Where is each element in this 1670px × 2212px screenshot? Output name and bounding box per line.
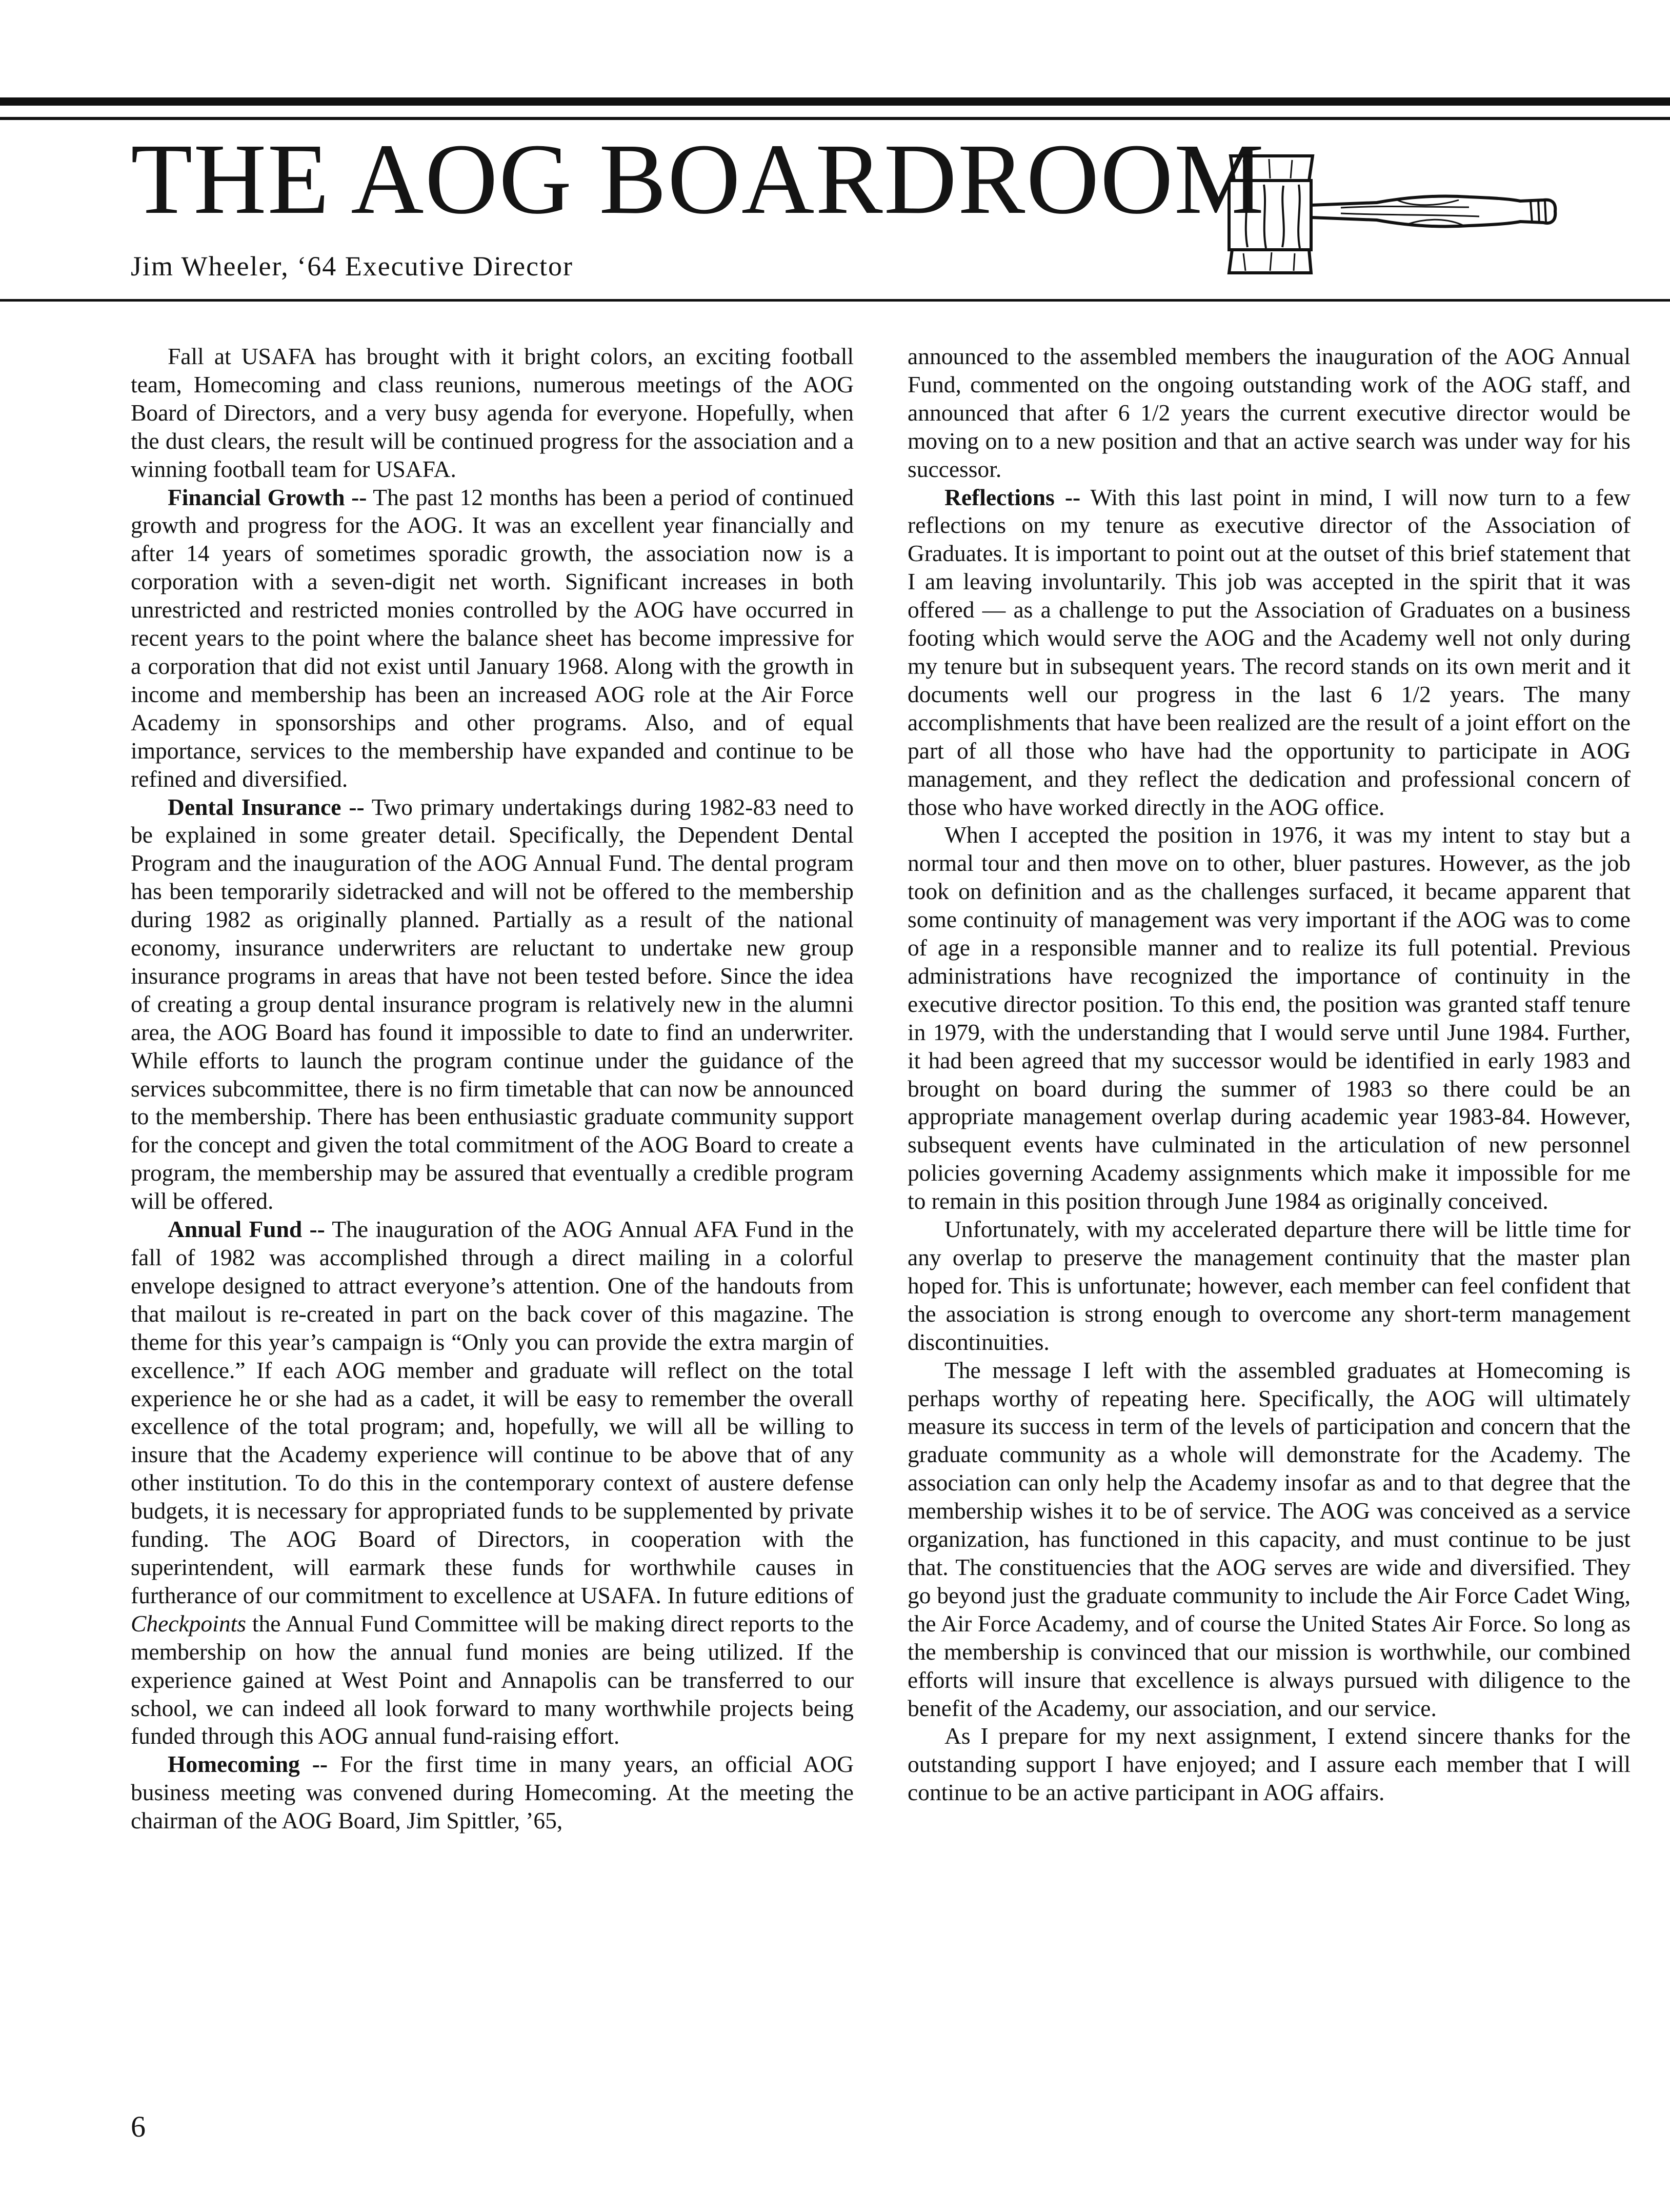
header-rule-thin [0,117,1670,120]
reflections-heading: Reflections -- [944,484,1081,510]
page-title: THE AOG BOARDROOM [131,123,1265,235]
message-text: The message I left with the assembled graduates at Homecoming is perhaps worthy of repeating here. Specifically, the AOG will ultimately measure its success in term of the levels of participation and concern that the graduate community as a whole will demonstrate for the Academy. The association can only help the Academy insofar as and to that degree that the membership wishes it to be of service. The AOG was conceived as a service organization, has functioned in this capacity, and must continue to be just that. The constituencies that the AOG serves are wide and diversified. They go beyond just the graduate community to include the Air Force Cadet Wing, the Air Force Academy, and of course the United States Air Force. So long as the membership is convinced that our mission is worthwhile, our combined efforts will insure that excellence is always pursued with diligence to the benefit of the Academy, our association, and our service. [908,1357,1631,1721]
header-rule-thick [0,97,1670,106]
page-number: 6 [131,2110,146,2143]
byline: Jim Wheeler, ‘64 Executive Director [131,251,574,282]
fund-text-2: the Annual Fund Committee will be making direct reports to the membership on how the annual fund monies are being utilized. If the experience gained at West Point and Annapolis can be transferred to our school, we can indeed all look forward to many worthwhile projects being funded through this AOG annual fund-raising effort. [131,1610,854,1749]
reflections-paragraph [908,484,1631,822]
dental-text: Two primary undertakings during 1982-83 need to be explained in some greater detail. Specifically, the Dependent Dental Program and the inauguration of the AOG Annual Fund. The dental program has been temporarily sidetracked and will not be offered to the membership during 1982 as originally planned. Partially as a result of the national economy, insurance underwriters are reluctant to undertake new group insurance programs in areas that have not been tested before. Since the idea of creating a group dental insurance program is relatively new in the alumni area, the AOG Board has found it impossible to date to find an underwriter. While efforts to launch the program continue under the guidance of the services subcommittee, there is no firm timetable that can now be announced to the membership. There has been enthusiastic graduate community support for the concept and given the total commitment of the AOG Board to create a program, the membership may be assured that eventually a credible program will be offered. [131,793,854,1214]
intro-text: Fall at USAFA has brought with it bright colors, an exciting football team, Homecoming and class reunions, numerous meetings of the AOG Board of Directors, and a very busy agenda for everyone. Hopefully, when the dust clears, the result will be continued progress for the association and a winning football team for USAFA. [131,343,854,482]
intro-paragraph [131,343,854,484]
closing-text: As I prepare for my next assignment, I extend sincere thanks for the outstanding support I have enjoyed; and I assure each member that I will continue to be an active participant in AOG affairs. [908,1723,1631,1806]
homecoming-text: For the first time in many years, an official AOG business meeting was convened during Homecoming. At the meeting the chairman of the AOG Board, Jim Spittler, ’65, [131,1751,854,1834]
dental-paragraph [131,793,854,1216]
gavel-icon [1223,150,1582,275]
article-column-left [131,343,854,1835]
financial-heading: Financial Growth -- [168,484,367,510]
article-column-right [908,343,1631,1807]
fund-paragraph [131,1215,854,1750]
homecoming-paragraph [131,1750,854,1835]
message-paragraph [908,1357,1631,1723]
tenure-text: When I accepted the position in 1976, it was my intent to stay but a normal tour and then move on to other, bluer pastures. However, as the job took on definition and as the challenges surfaced, it became apparent that some continuity of management was very important if the AOG was to come of age in a responsible manner and to realize its full potential. Previous administrations have recognized the importance of continuity in the executive director position. To this end, the position was granted staff tenure in 1979, with the understanding that I would serve until June 1984. Further, it had been agreed that my successor would be identified in early 1983 and brought on board during the summer of 1983 so there could be an appropriate management overlap during academic year 1983-84. However, subsequent events have culminated in the articulation of new personnel policies governing Academy assignments which make it impossible for me to remain in this position through June 1984 as originally conceived. [908,822,1631,1214]
magazine-title: Checkpoints [131,1610,246,1637]
departure-paragraph [908,1215,1631,1357]
header-rule-bottom [0,299,1670,302]
financial-text: The past 12 months has been a period of continued growth and progress for the AOG. It was an excellent year financially and after 14 years of sometimes sporadic growth, the association now is a corporation with a seven-digit net worth. Significant increases in both unrestricted and restricted monies controlled by the AOG have occurred in recent years to the point where the balance sheet has become impressive for a corporation that did not exist until January 1968. Along with the growth in income and membership has been an increased AOG role at the Air Force Academy in sponsorships and other programs. Also, and of equal importance, services to the membership have expanded and continue to be refined and diversified. [131,484,854,792]
departure-text: Unfortunately, with my accelerated departure there will be little time for any overlap to preserve the management continuity that the master plan hoped for. This is unfortunate; however, each member can feel confident that the association is strong enough to overcome any short-term management discontinuities. [908,1216,1631,1355]
homecoming-continued-text: announced to the assembled members the inauguration of the AOG Annual Fund, commented on the ongoing outstanding work of the AOG staff, and announced that after 6 1/2 years the current executive director would be moving on to a new position and that an active search was under way for his successor. [908,343,1631,482]
reflections-text: With this last point in mind, I will now turn to a few reflections on my tenure as executive director of the Association of Graduates. It is important to point out at the outset of this brief statement that I am leaving involuntarily. This job was accepted in the spirit that it was offered — as a challenge to put the Association of Graduates on a business footing which would serve the AOG and the Academy well not only during my tenure but in subsequent years. The record stands on its own merit and it documents well our progress in the last 6 1/2 years. The many accomplishments that have been realized are the result of a joint effort on the part of all those who have had the opportunity to participate in AOG management, and they reflect the dedication and professional concern of those who have worked directly in the AOG office. [908,484,1631,820]
financial-paragraph [131,484,854,793]
dental-heading: Dental Insurance -- [168,793,365,820]
tenure-paragraph [908,821,1631,1215]
homecoming-continued-paragraph [908,343,1631,484]
fund-heading: Annual Fund -- [168,1216,325,1243]
homecoming-heading: Homecoming -- [168,1751,328,1778]
fund-text-1: The inauguration of the AOG Annual AFA Fund in the fall of 1982 was accomplished through a direct mailing in a colorful envelope designed to attract everyone’s attention. One of the handouts from that mailout is re-created in part on the back cover of this magazine. The theme for this year’s campaign is “Only you can provide the extra margin of excellence.” If each AOG member and graduate will reflect on the total experience he or she had as a cadet, it will be easy to remember the overall excellence of the total program; and, hopefully, we will all be willing to insure that the Academy experience will continue to be above that of any other institution. To do this in the contemporary context of austere defense budgets, it is necessary for appropriated funds to be supplemented by private funding. The AOG Board of Directors, in cooperation with the superintendent, will earmark these funds for worthwhile causes in furtherance of our commitment to excellence at USAFA. In future editions of [131,1216,854,1608]
closing-paragraph [908,1722,1631,1807]
